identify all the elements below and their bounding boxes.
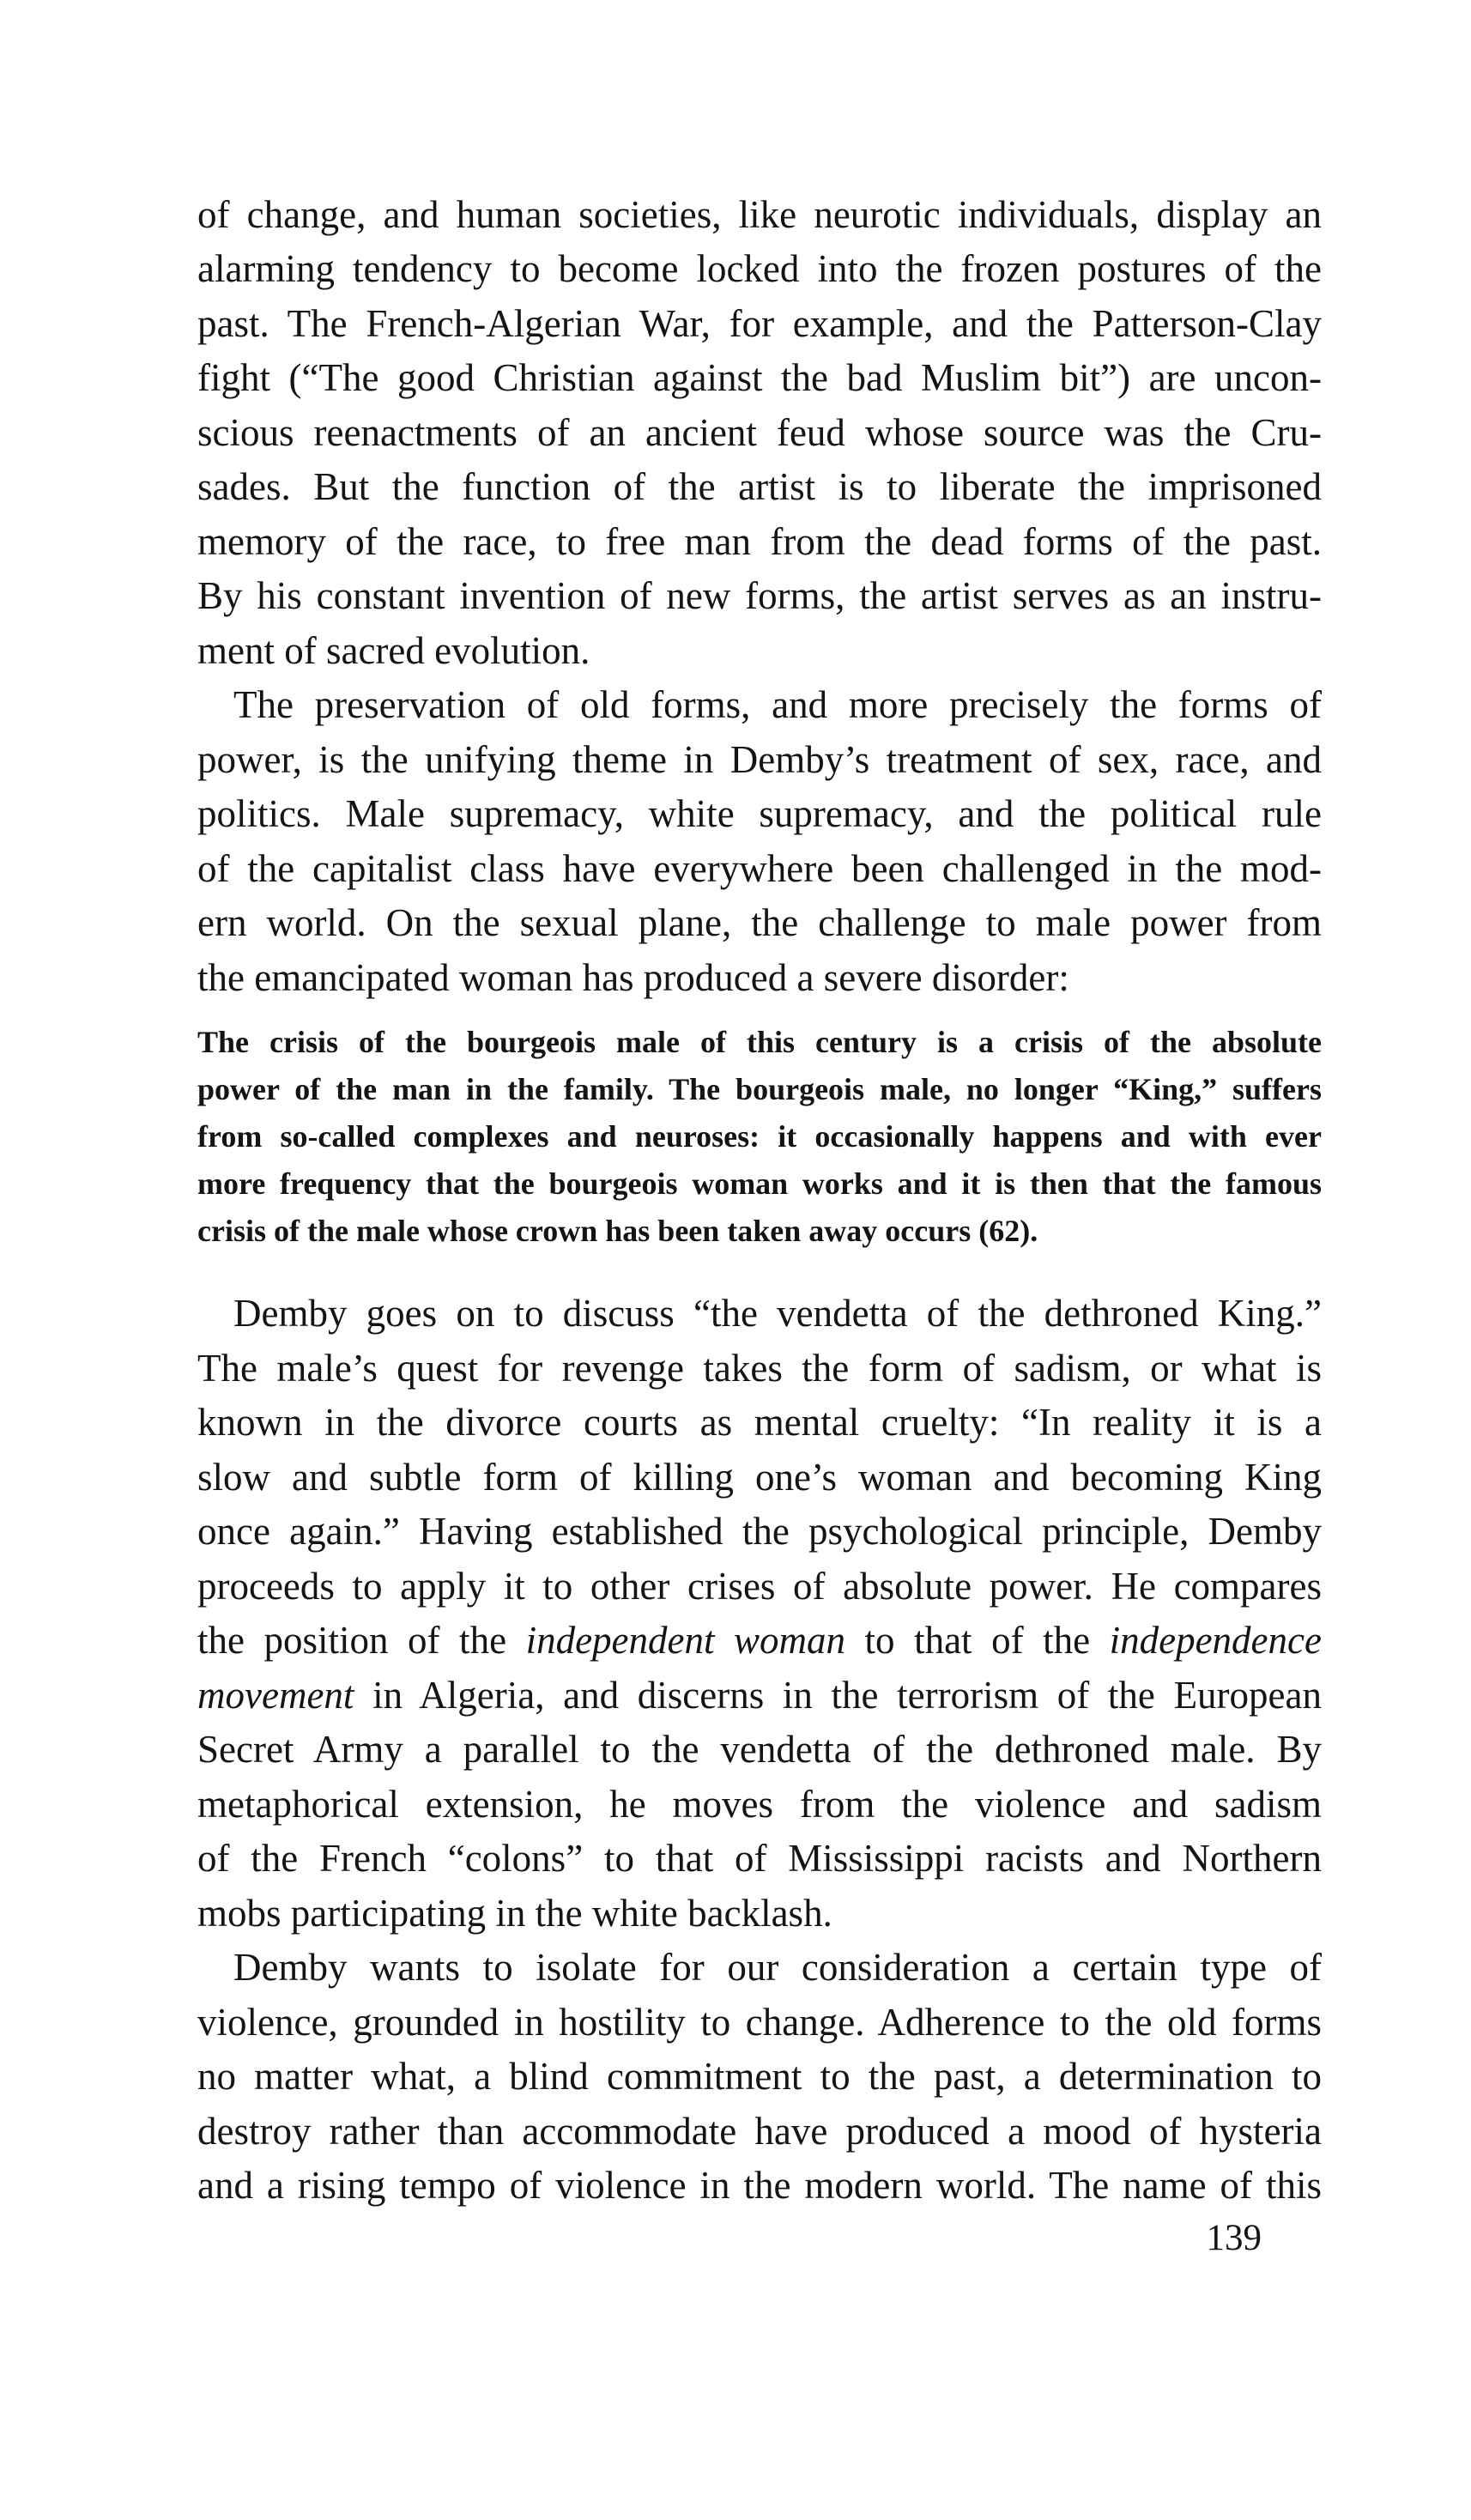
emphasis-independent-woman: independent woman <box>525 1619 846 1662</box>
text-line: and a rising tempo of violence in the modern world. The name of this <box>197 2164 1322 2207</box>
text-line: proceeds to apply it to other crises of absolute power. He compares <box>197 1565 1322 1608</box>
text-line: past. The French-Algerian War, for example, and the Patterson-Clay <box>197 302 1322 345</box>
text-line: memory of the race, to free man from the dead forms of the past. <box>197 520 1322 563</box>
text-line: alarming tendency to become locked into the frozen postures of the <box>197 247 1322 290</box>
text-line <box>197 1613 1322 1668</box>
text-line: ment of sacred evolution. <box>197 629 590 672</box>
text-line: power, is the unifying theme in Demby’s treatment of sex, race, and <box>197 738 1322 781</box>
text-line: Demby goes on to discuss “the vendetta of the dethroned King.” <box>233 1292 1322 1335</box>
text-run: in Algeria, and discerns in the terrorism of the European <box>354 1674 1322 1717</box>
text-line: By his constant invention of new forms, the artist serves as an instru- <box>197 574 1322 617</box>
text-line: known in the divorce courts as mental cruelty: “In reality it is a <box>197 1401 1322 1444</box>
text-line: politics. Male supremacy, white supremacy, and the political rule <box>197 792 1322 835</box>
text-line <box>197 1668 1322 1723</box>
text-line: once again.” Having established the psychological principle, Demby <box>197 1510 1322 1553</box>
text-line: Demby wants to isolate for our consideration a certain type of <box>233 1946 1322 1989</box>
quote-line: The crisis of the bourgeois male of this century is a crisis of the absolute <box>197 1025 1322 1059</box>
quote-line: power of the man in the family. The bourgeois male, no longer “King,” suffers <box>197 1072 1322 1106</box>
text-line: scious reenactments of an ancient feud whose source was the Cru- <box>197 411 1322 454</box>
text-line: The male’s quest for revenge takes the form of sadism, or what is <box>197 1347 1322 1390</box>
text-line: of change, and human societies, like neurotic individuals, display an <box>197 193 1322 236</box>
quote-line: crisis of the male whose crown has been taken away occurs (62). <box>197 1214 1038 1248</box>
text-line: mobs participating in the white backlash. <box>197 1892 832 1935</box>
text-run: to that of the <box>845 1619 1110 1662</box>
text-line: violence, grounded in hostility to change. Adherence to the old forms <box>197 2001 1322 2044</box>
text-line: destroy rather than accommodate have produced a mood of hysteria <box>197 2110 1322 2153</box>
quote-line: from so-called complexes and neuroses: it occasionally happens and with ever <box>197 1119 1322 1154</box>
text-line: the emancipated woman has produced a severe disorder: <box>197 956 1069 999</box>
text-line: metaphorical extension, he moves from the violence and sadism <box>197 1783 1322 1826</box>
text-line: of the French “colons” to that of Mississippi racists and Northern <box>197 1837 1322 1880</box>
text-line: of the capitalist class have everywhere been challenged in the mod- <box>197 847 1322 890</box>
text-line: no matter what, a blind commitment to the past, a determination to <box>197 2055 1322 2098</box>
text-line: The preservation of old forms, and more precisely the forms of <box>233 683 1322 726</box>
emphasis-movement: movement <box>197 1674 354 1717</box>
text-line: fight (“The good Christian against the bad Muslim bit”) are uncon- <box>197 356 1322 399</box>
quote-line: more frequency that the bourgeois woman works and it is then that the famous <box>197 1166 1322 1201</box>
text-line: sades. But the function of the artist is to liberate the imprisoned <box>197 465 1322 508</box>
text-line: ern world. On the sexual plane, the challenge to male power from <box>197 901 1322 944</box>
text-line: Secret Army a parallel to the vendetta of the dethroned male. By <box>197 1728 1322 1771</box>
emphasis-independence: independence <box>1109 1619 1322 1662</box>
page-number: 139 <box>1206 2218 1262 2258</box>
text-run: the position of the <box>197 1619 526 1662</box>
text-line: slow and subtle form of killing one’s woman and becoming King <box>197 1456 1322 1499</box>
